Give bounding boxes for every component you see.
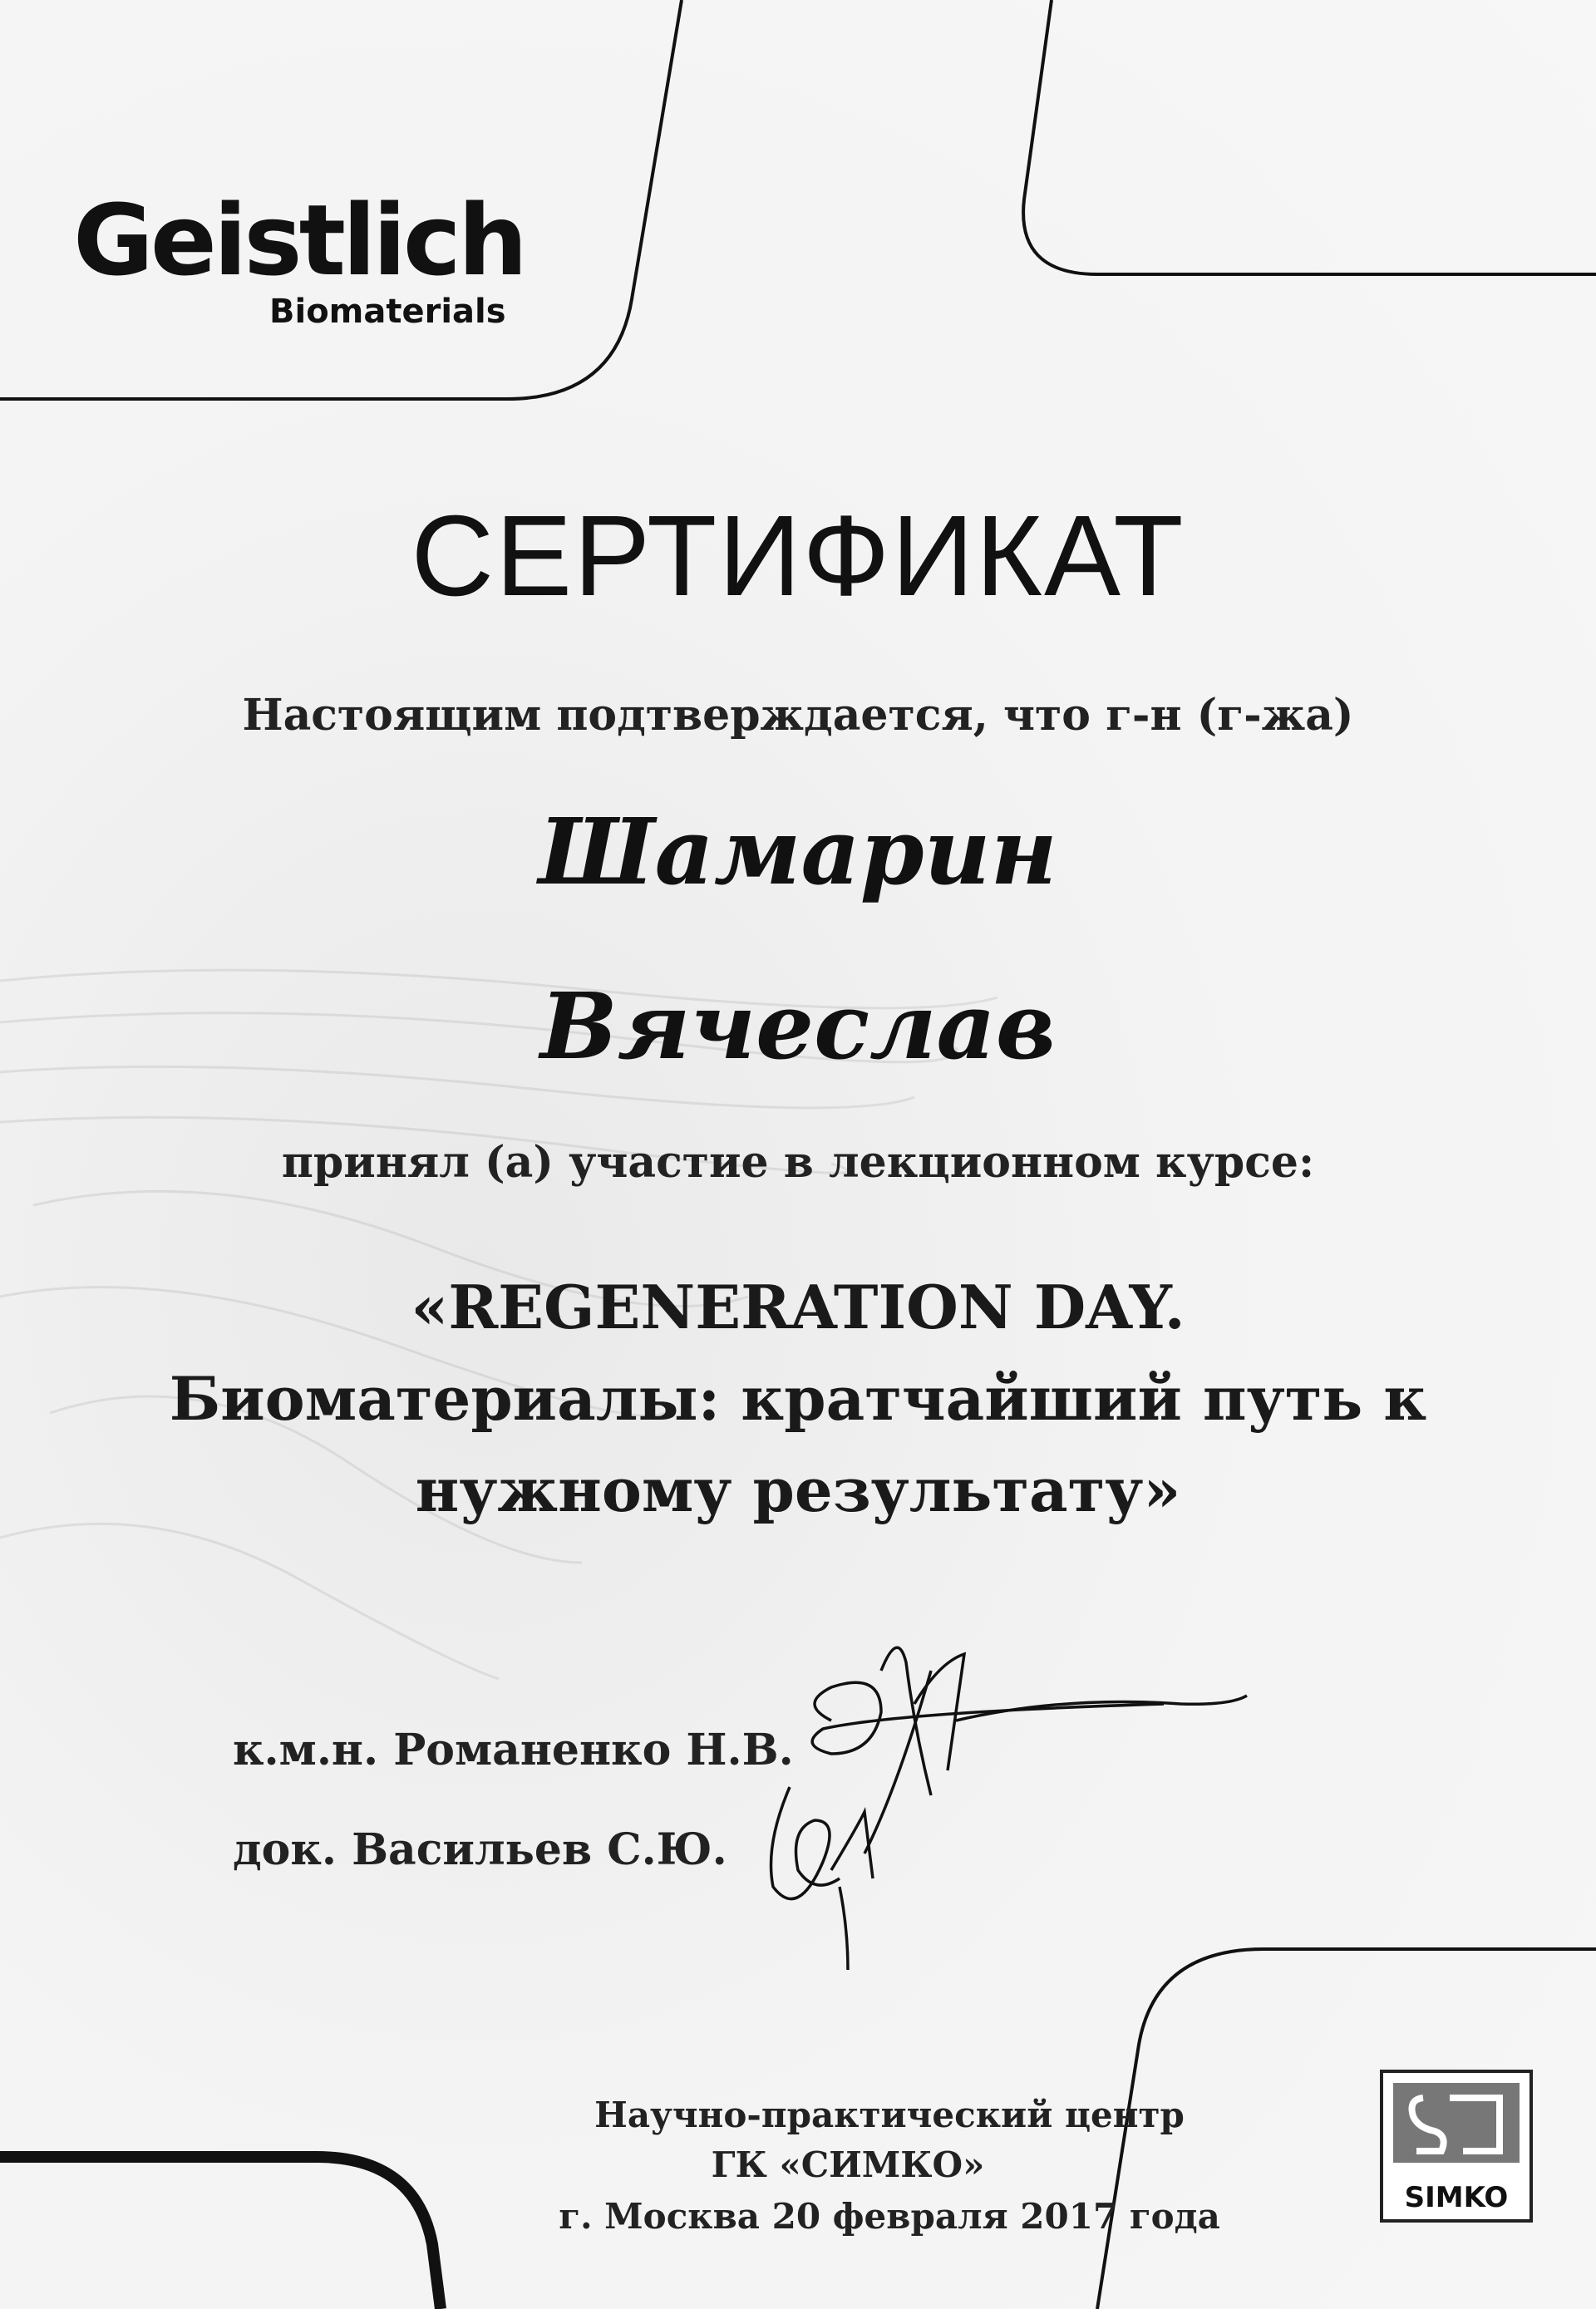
- course-title-line-1: «REGENERATION DAY.: [411, 1272, 1185, 1342]
- course-title-line-3: нужному результату»: [415, 1455, 1181, 1525]
- certificate-title: СЕРТИФИКАТ: [411, 492, 1185, 620]
- simko-label: SIMKO: [1404, 2181, 1509, 2214]
- recipient-first-name: Вячеслав: [539, 972, 1057, 1080]
- participation-text: принял (а) участие в лекционном курсе:: [281, 1137, 1315, 1188]
- footer-center-name: Научно-практический центр: [594, 2095, 1185, 2135]
- signature-vasiliev: [771, 1671, 932, 1970]
- simko-logo-icon: [1383, 2073, 1530, 2173]
- intro-text: Настоящим подтверждается, что г-н (г-жа): [242, 690, 1354, 741]
- course-title-line-2: Биоматериалы: кратчайший путь к: [169, 1363, 1427, 1434]
- recipient-surname: Шамарин: [539, 798, 1057, 905]
- signatory-vasiliev: док. Васильев С.Ю.: [233, 1824, 727, 1875]
- geistlich-logo: [73, 183, 525, 331]
- signatory-romanenko: к.м.н. Романенко Н.В.: [233, 1725, 794, 1775]
- simko-logo: [1380, 2070, 1533, 2223]
- footer-date: г. Москва 20 февраля 2017 года: [559, 2196, 1220, 2237]
- logo-subtitle: Biomaterials: [269, 293, 506, 331]
- signature-romanenko: [812, 1647, 1247, 1795]
- logo-name: Geistlich: [73, 183, 525, 298]
- footer-company: ГК «СИМКО»: [711, 2144, 985, 2185]
